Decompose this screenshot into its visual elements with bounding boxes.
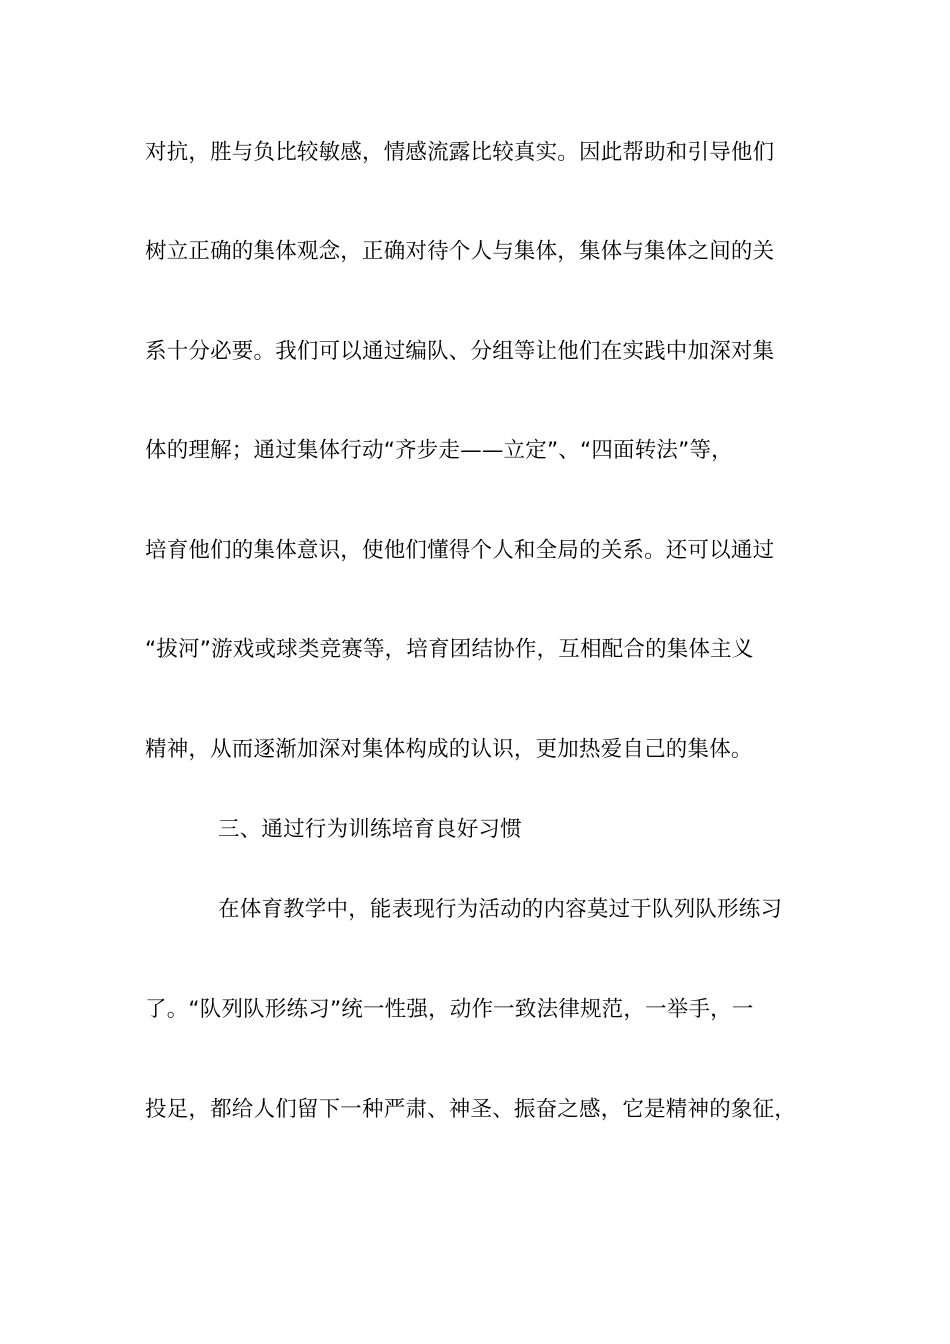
section-heading: 三、通过行为训练培育良好习惯 (218, 817, 522, 842)
paragraph-line: 培育他们的集体意识，使他们懂得个人和全局的关系。还可以通过 (145, 538, 775, 563)
paragraph-line: 精神，从而逐渐加深对集体构成的认识，更加热爱自己的集体。 (145, 737, 753, 762)
paragraph-line: 投足，都给人们留下一种严肃、神圣、振奋之感，它是精神的象征， (145, 1097, 797, 1122)
paragraph-line: 了。“队列队形练习”统一性强，动作一致法律规范，一举手，一 (145, 997, 754, 1022)
paragraph-line: “拔河”游戏或球类竞赛等，培育团结协作，互相配合的集体主义 (145, 637, 754, 662)
paragraph-line: 在体育教学中，能表现行为活动的内容莫过于队列队形练习 (218, 897, 783, 922)
paragraph-line: 对抗，胜与负比较敏感，情感流露比较真实。因此帮助和引导他们 (145, 140, 775, 165)
paragraph-line: 系十分必要。我们可以通过编队、分组等让他们在实践中加深对集 (145, 339, 775, 364)
paragraph-line: 树立正确的集体观念，正确对待个人与集体，集体与集体之间的关 (145, 239, 775, 264)
paragraph-line: 体的理解；通过集体行动“齐步走——立定”、“四面转法”等， (145, 438, 733, 463)
